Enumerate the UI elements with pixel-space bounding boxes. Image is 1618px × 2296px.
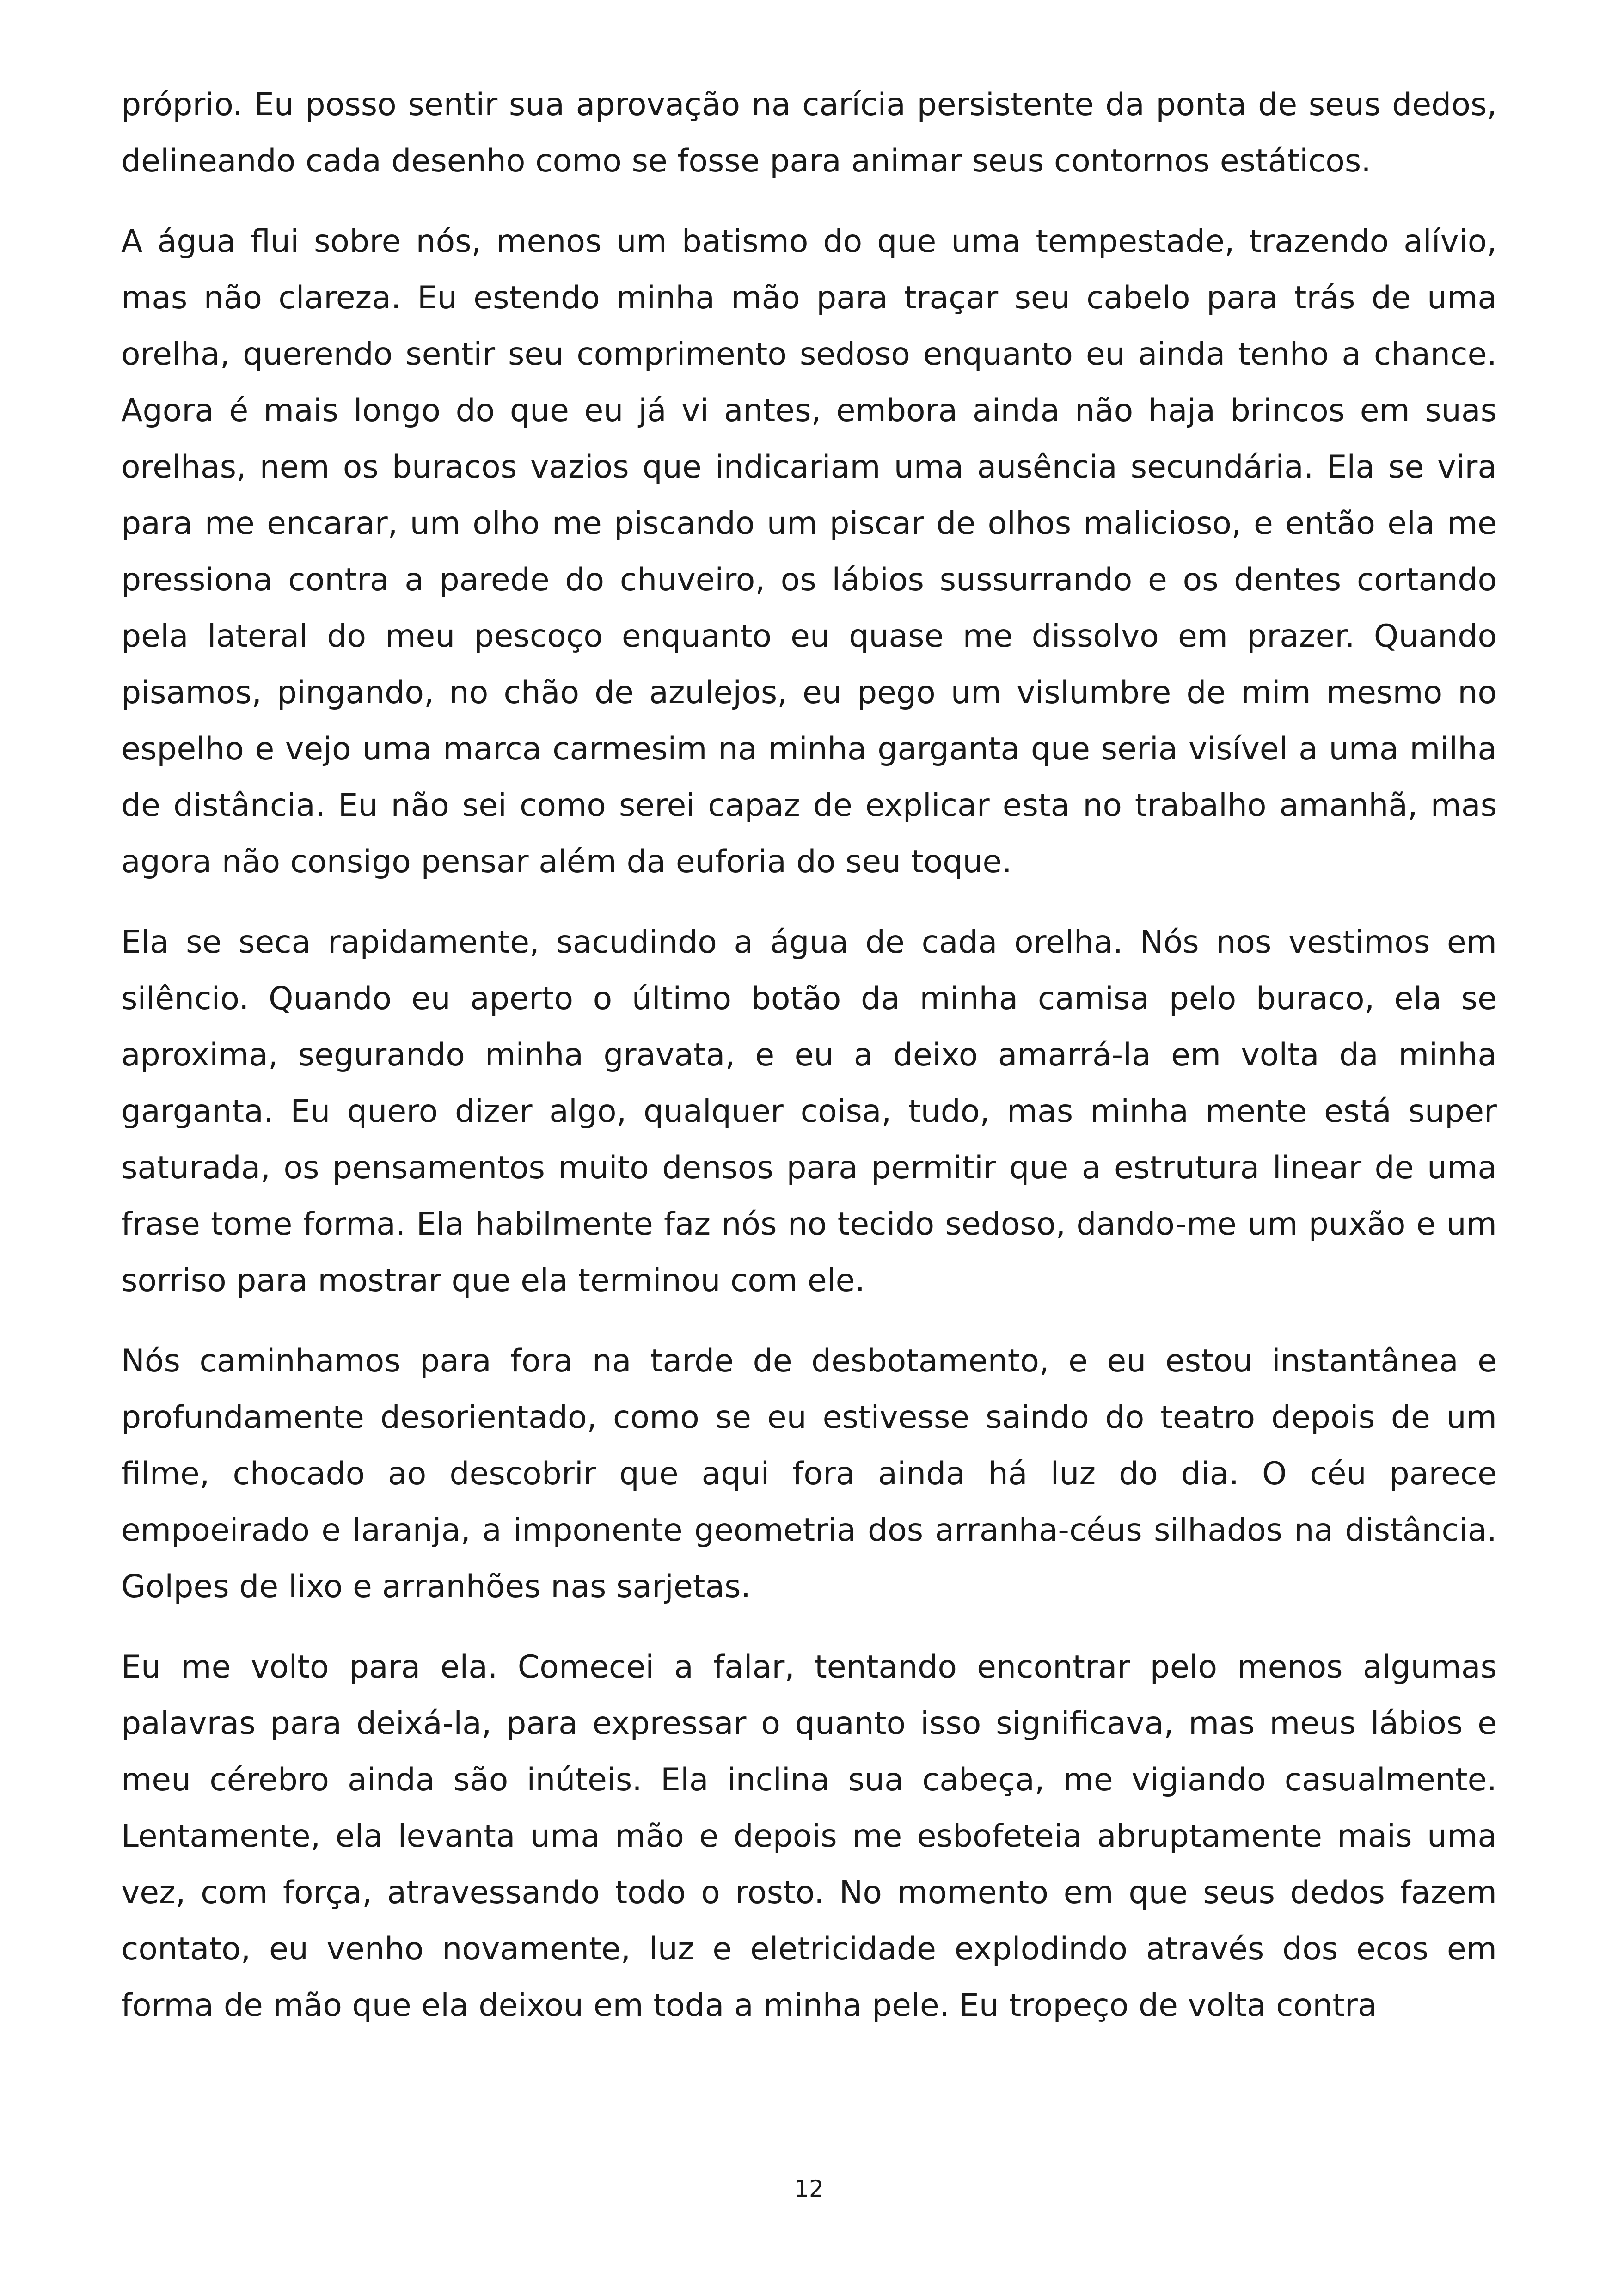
paragraph: A água flui sobre nós, menos um batismo do que uma tempestade, trazendo alívio, mas não clareza. Eu estendo minha mão para traçar seu cabelo para trás de uma orelha, querendo sentir seu comprimento sedoso enquanto eu ainda tenho a chance. Agora é mais longo do que eu já vi antes, embora ainda não haja brincos em suas orelhas, nem os buracos vazios que indicariam uma ausência secundária. Ela se vira para me encarar, um olho me piscando um piscar de olhos malicioso, e então ela me pressiona contra a parede do chuveiro, os lábios sussurrando e os dentes cortando pela lateral do meu pescoço enquanto eu quase me dissolvo em prazer. Quando pisamos, pingando, no chão de azulejos, eu pego um vislumbre de mim mesmo no espelho e vejo uma marca carmesim na minha garganta que seria visível a uma milha de distância. Eu não sei como serei capaz de explicar esta no trabalho amanhã, mas agora não consigo pensar além da euforia do seu toque.: [121, 223, 1497, 880]
paragraph: Nós caminhamos para fora na tarde de desbotamento, e eu estou instantânea e profundamente desorientado, como se eu estivesse saindo do teatro depois de um filme, chocado ao descobrir que aqui fora ainda há luz do dia. O céu parece empoeirado e laranja, a imponente geometria dos arranha-céus silhados na distância. Golpes de lixo e arranhões nas sarjetas.: [121, 1343, 1497, 1605]
paragraph: Eu me volto para ela. Comecei a falar, tentando encontrar pelo menos algumas palavras para deixá-la, para expressar o quanto isso significava, mas meus lábios e meu cérebro ainda são inúteis. Ela inclina sua cabeça, me vigiando casualmente. Lentamente, ela levanta uma mão e depois me esbofeteia abruptamente mais uma vez, com força, atravessando todo o rosto. No momento em que seus dedos fazem contato, eu venho novamente, luz e eletricidade explodindo através dos ecos em forma de mão que ela deixou em toda a minha pele. Eu tropeço de volta contra: [121, 1649, 1497, 2024]
body-text: [121, 77, 1497, 2058]
paragraph: Ela se seca rapidamente, sacudindo a água de cada orelha. Nós nos vestimos em silêncio. Quando eu aperto o último botão da minha camisa pelo buraco, ela se aproxima, segurando minha gravata, e eu a deixo amarrá-la em volta da minha garganta. Eu quero dizer algo, qualquer coisa, tudo, mas minha mente está super saturada, os pensamentos muito densos para permitir que a estrutura linear de uma frase tome forma. Ela habilmente faz nós no tecido sedoso, dando-me um puxão e um sorriso para mostrar que ela terminou com ele.: [121, 924, 1497, 1299]
paragraph: próprio. Eu posso sentir sua aprovação na carícia persistente da ponta de seus dedos, delineando cada desenho como se fosse para animar seus contornos estáticos.: [121, 86, 1497, 179]
page-number: 12: [794, 2175, 824, 2202]
